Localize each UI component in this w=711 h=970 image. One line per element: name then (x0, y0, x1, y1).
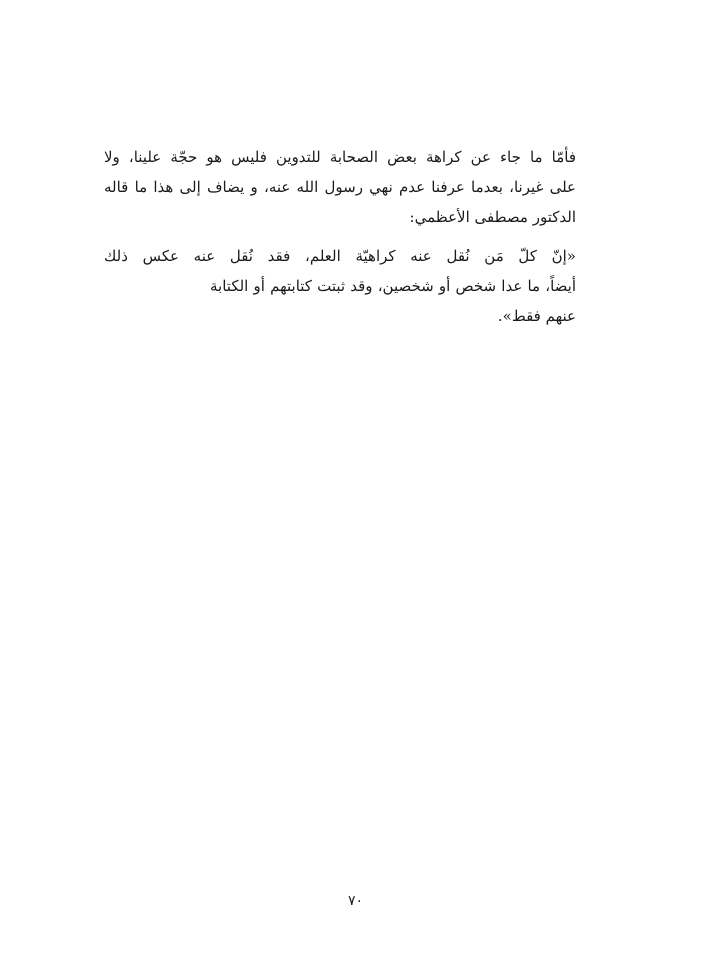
paragraph-line: الدكتور مصطفى الأعظمي: (409, 208, 576, 226)
quote-line: عنهم فقط». (497, 307, 576, 325)
quote-line: «إنّ كلّ مَن نُقل عنه كراهيّة العلم، فقد نُقل عنه عكس ذلك (104, 247, 576, 265)
page-number: ٧٠ (347, 893, 364, 909)
paragraph-line: على غيرنا، بعدما عرفنا عدم نهي رسول الله عنه، و يضاف إلى هذا ما قاله (104, 178, 576, 196)
paragraph-line: فأمّا ما جاء عن كراهة بعض الصحابة للتدوين فليس هو حجّة علينا، ولا (104, 148, 576, 166)
body-paragraph (104, 142, 576, 232)
quote-line: أيضاً، ما عدا شخص أو شخصين، وقد ثبتت كتابتهم أو الكتابة (210, 277, 576, 295)
block-quote (104, 241, 576, 331)
